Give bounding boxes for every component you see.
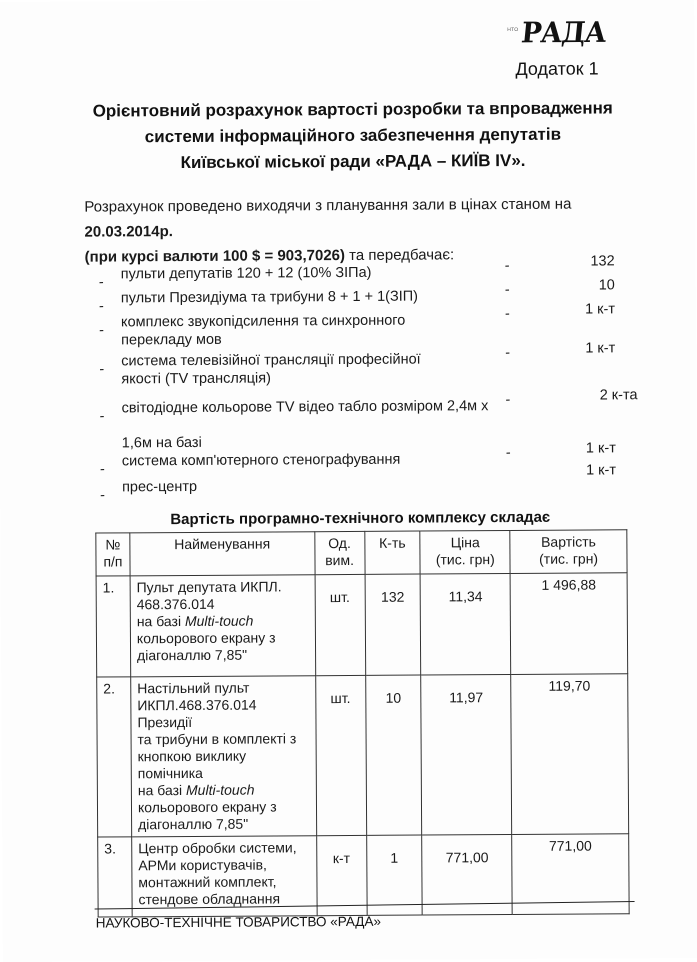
scope-item-qty: 1 к-т [585,301,616,318]
row-name-line: Пульт депутата ИКПЛ. [136,578,282,596]
scope-item-label: прес-центр [121,478,198,496]
intro-text: Розрахунок проведено виходячи з планування зали в цінах станом на [84,195,572,216]
row-name-line [137,612,311,630]
scope-item-label: пульти Президіума та трибуни 8 + 1 + 1(ЗІП) [120,288,419,307]
list-bullet: - [99,361,105,378]
scope-item [96,462,646,504]
header-total-line2: (тис. грн) [539,550,599,567]
header-unit-line1: Од. [328,534,351,552]
row-name-italic: Multi-touch [185,781,255,798]
row-name-line: кольорового екрану з [137,798,277,816]
header-total [510,530,627,574]
intro-exchange-rate: (при курсі валюти 100 $ = 903,7026) [84,247,346,266]
row-price: 771,00 [422,835,512,916]
row-name-base: на базі [136,613,186,630]
header-qty: К-ть [364,531,420,574]
row-qty: 132 [365,574,421,675]
table-row [96,573,628,677]
row-num: 1. [96,576,131,677]
header-price-line2: (тис. грн) [435,551,495,568]
scope-item-qty: 1 к-т [585,462,616,479]
intro-tail: та передбачає: [344,246,455,265]
row-name [130,575,315,677]
appendix-label: Додаток 1 [515,58,599,79]
scope-item [95,340,645,388]
scope-item-label: пульти депутатів 120 + 12 (10% ЗІПа) [120,264,372,283]
cost-table [95,529,629,917]
intro-date: 20.03.2014р. [84,223,173,241]
row-name-line: кнопкою виклику помічника [137,747,247,782]
scope-item-label: світодіодне кольорове TV відео табло розміром 2,4м х [121,398,489,417]
row-total: 1 496,88 [510,573,627,675]
row-name [132,836,317,917]
header-total-line1: Вартість [541,533,596,550]
logo-prefix: НТО [507,26,519,34]
footer-organization: НАУКОВО-ТЕХНІЧНЕ ТОВАРИСТВО «РАДА» [95,913,381,931]
scope-item-dash: - [505,392,511,409]
table-row [97,674,629,837]
row-unit: шт. [315,574,366,675]
scope-item-qty: 10 [598,277,615,294]
row-name-italic: Multi-touch [184,612,254,630]
scope-item-qty: 2 к-та [599,387,638,404]
row-name-line: кольорового екрану з [136,629,276,647]
list-bullet: - [99,408,105,425]
row-name-line: та трибуни в комплекті з [137,730,297,748]
scope-item-dash: - [504,306,510,323]
row-name-line: Центр обробки системи, [138,839,297,857]
header-unit [314,531,364,574]
row-name [131,676,317,837]
row-price: 11,97 [421,675,512,836]
header-num [96,533,130,576]
scope-item-dash: - [505,345,511,362]
scope-item-label-continued: 1,6м на базі [121,434,202,452]
row-price: 11,34 [421,574,511,676]
row-total: 771,00 [512,834,629,915]
row-unit: шт. [315,675,366,835]
scope-item-qty: 132 [590,253,615,270]
row-total: 119,70 [511,674,629,835]
row-num: 3. [98,837,132,917]
list-bullet: - [98,298,104,315]
row-name-line: стендове обладнання [138,890,281,908]
company-logo [507,16,608,50]
header-unit-line2: вим. [325,551,355,569]
scope-item-label: система комп'ютерного стенографування [121,451,401,470]
row-name-line: монтажний комплект, [138,873,277,891]
header-price [420,531,510,575]
scope-item-dash: - [505,445,511,462]
row-qty: 10 [365,675,422,835]
scope-item-label: комплекс звукопідсилення та синхронного перекладу мов [120,312,406,349]
scope-item-dash: - [504,258,510,275]
header-num-line2: п/п [103,553,123,570]
list-bullet: - [100,487,105,504]
header-num-line1: № [105,536,121,553]
row-name-line: Настільний пульт [137,679,250,697]
row-num: 2. [97,677,132,837]
row-name-line: 468.376.014 [136,595,215,613]
row-name-base: на базі [137,781,187,799]
list-bullet: - [99,461,105,478]
title-line-3: Київської міської ради «РАДА – КИЇВ IV». [180,150,526,173]
list-bullet: - [98,274,104,291]
list-bullet: - [99,322,104,339]
title-line-2: системи інформаційного забезпечення депутатів [144,124,562,147]
scope-item [95,301,645,349]
document-title [58,95,648,177]
row-name-line: АРМи користувачів, [138,856,267,874]
scope-item-qty: 1 к-т [585,440,616,457]
header-price-line1: Ціна [450,534,480,551]
title-line-1: Орієнтовний розрахунок вартості розробки та впровадження [92,98,613,121]
table-header-row [96,530,627,576]
scope-item-label: система телевізійної трансляції професійної якості (TV трансляція) [121,351,421,388]
row-name-line: діагоналлю 7,85" [136,646,248,664]
row-unit: к-т [316,835,366,915]
logo-wordmark: РАДА [519,16,608,50]
table-title: Вартість програмно-технічного комплексу складає [170,508,551,529]
scope-item-qty: 1 к-т [585,340,616,357]
header-name: Найменування [130,532,315,576]
row-name-line [138,781,312,799]
row-name-line: діагоналлю 7,85" [137,815,249,833]
row-name-line: ИКПЛ.468.376.014 Президії [137,696,257,731]
scope-item-dash: - [504,282,510,299]
intro-paragraph [84,191,644,269]
row-qty: 1 [366,835,422,915]
